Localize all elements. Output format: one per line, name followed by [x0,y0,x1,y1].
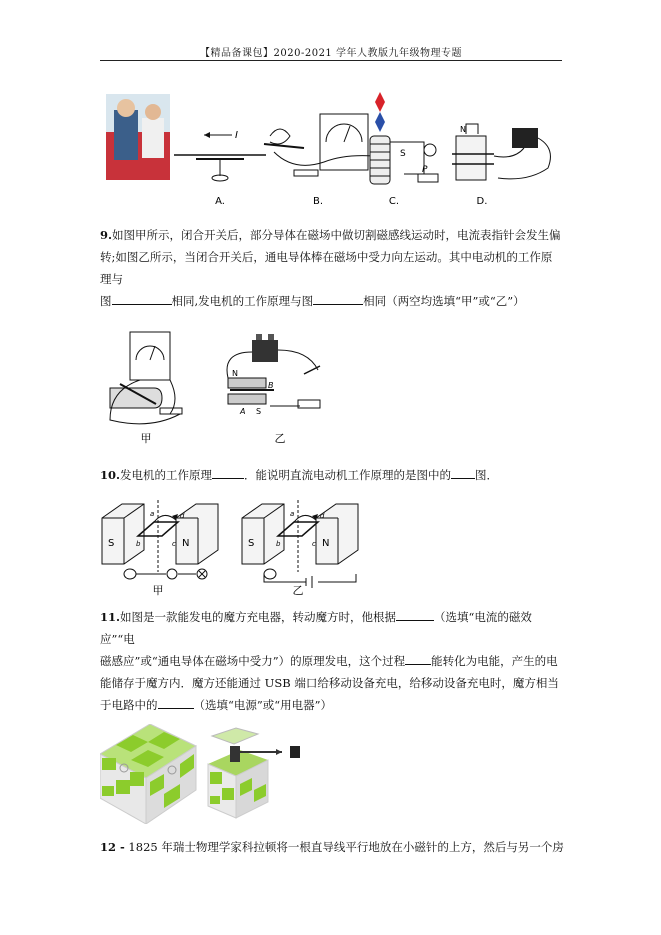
compass-south-icon [375,112,385,132]
q10-blank-2[interactable] [451,466,475,479]
option-c-figure [370,92,438,207]
q10-text-c: 图． [475,468,499,482]
q11-text-2b: 能转化为电能，产生的电 [431,654,558,668]
option-d-figure [452,124,550,207]
option-b-label: B. [312,196,324,207]
q11-text-2a: 磁感应”或“通电导体在磁场中受力”）的原理发电，这个过程 [100,654,406,668]
q11-text-1a: 如图是一款能发电的魔方充电器，转动魔方时，他根据 [120,610,397,624]
q10-text-b: ．能说明直流电动机工作原理的是图中的 [244,468,452,482]
q10-magnet-n-1: N [182,538,190,549]
q10-figure [100,494,380,600]
q12-number: 12 - [100,840,125,854]
q9-text-4c: 相同（两空均选填“甲”或“乙”） [363,294,525,308]
q10-number: 10. [100,468,121,482]
q10-text-a: 发电机的工作原理 [120,468,213,482]
q11-blank-2[interactable] [405,652,431,665]
q11-text-1b: （选填“电流的磁效应”“电 [100,610,532,646]
q10-blank-1[interactable] [212,466,244,479]
option-a-label: A. [215,196,225,207]
q10-coil-b-1: b [136,540,141,548]
q9-line-1 [100,224,566,246]
q11-line-4 [100,694,566,716]
q9-number: 9. [100,228,113,242]
q9-line-4 [100,290,566,312]
question-12 [100,836,566,858]
switch-label: S [400,149,406,159]
q10-coil-a-1: a [150,510,155,518]
q9-fig-label-jia: 甲 [140,432,152,445]
compass-north-icon [375,92,385,112]
q9-letter-n: N [232,369,238,378]
question-11 [100,606,566,716]
q10-magnet-s-1: S [108,538,115,549]
q11-figure [100,724,340,824]
q9-figure-jia [110,332,182,445]
q9-line-3: 理与 [100,272,123,286]
q9-figure [100,326,340,448]
page-header: 【精品备课包】2020-2021 学年人教版九年级物理专题 [200,48,462,59]
option-b-figure [264,114,374,207]
rail-n-label: N [460,125,466,134]
q10-coil-c-1: c [172,540,176,548]
q10-coil-a-2: a [290,510,295,518]
magic-cube-usb-image [208,728,300,818]
q10-coil-c-2: c [312,540,316,548]
q11-blank-1[interactable] [396,608,434,621]
q10-figure-jia [102,500,218,597]
q11-line-3: 能储存于魔方内．魔方还能通过 USB 端口给移动设备充电，给移动设备充电时，魔方相当 [100,676,559,690]
q10-magnet-n-2: N [322,538,330,549]
q11-text-4b: （选填“电源”或“用电器”） [193,698,333,712]
q11-text-4a: 于电路中的 [100,698,158,712]
q9-blank-1[interactable] [112,292,172,305]
q9-text-4b: 相同,发电机的工作原理与图 [171,294,314,308]
q9-fig-label-yi: 乙 [274,432,286,445]
usb-plug-icon [290,746,300,758]
q8-figure-row [104,92,560,212]
header-rule [100,60,562,61]
q11-number: 11. [100,610,121,624]
option-d-label: D. [476,196,488,207]
q9-letter-a: A [240,407,246,416]
q10-fig-label-yi: 乙 [292,584,304,597]
q10-magnet-s-2: S [248,538,255,549]
q10-coil-d-2: d [320,512,325,520]
q9-text-1: 如图甲所示，闭合开关后，部分导体在磁场中做切割磁感线运动时，电流表指针会发生偏 [112,228,561,242]
option-a-figure [174,130,266,207]
q10-coil-d-1: d [180,512,185,520]
current-label: I [235,130,238,141]
q12-text: 1825 年瑞士物理学家科拉顿将一根直导线平行地放在小磁针的上方，然后与另一个房 [124,840,564,854]
q10-fig-label-jia: 甲 [152,584,164,597]
option-c-label: C. [388,196,400,207]
q10-coil-b-2: b [276,540,281,548]
q9-text-4a: 图 [100,294,112,308]
q9-letter-b: B [268,381,274,390]
magic-cube-image [100,724,196,824]
rheostat-label: P [422,165,428,175]
q9-line-2: 转;如图乙所示，当闭合开关后，通电导体棒在磁场中受力向左运动。其中电动机的工作原 [100,250,553,264]
q9-blank-2[interactable] [313,292,363,305]
q9-figure-yi [227,334,320,445]
question-10 [100,464,566,486]
q11-line-2 [100,650,566,672]
question-9 [100,224,566,312]
q9-letter-s: S [256,407,262,416]
photo-a-image [106,94,170,180]
q10-figure-yi [242,500,358,597]
q11-line-1 [100,606,566,650]
q11-blank-3[interactable] [158,696,194,709]
